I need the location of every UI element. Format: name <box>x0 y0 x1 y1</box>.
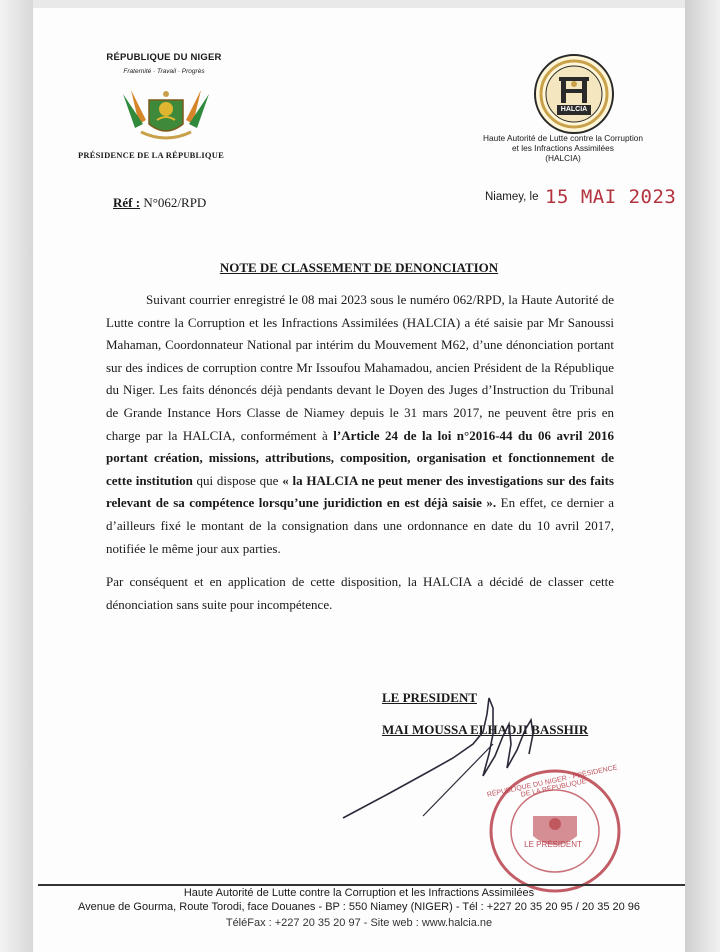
halcia-logo-text: HALCIA <box>560 106 588 113</box>
paragraph-1-part3: En effet, ce dernier a d’ailleurs fixé le montant de la consignation dans une ordonnance en date du 10 avril 2017, notifiée le même jour aux parties. <box>106 495 614 556</box>
paragraph-2: Par conséquent et en application de cette disposition, la HALCIA a décidé de classer cette dénonciation sans suite pour incompétence. <box>106 574 614 612</box>
signatory-name-text: MAI MOUSSA ELHADJI BASSHIR <box>382 722 589 737</box>
halcia-name-line3: (HALCIA) <box>545 153 581 163</box>
footer-contact: TéléFax : +227 20 35 20 97 - Site web : www.halcia.ne <box>225 917 493 929</box>
presidency-label: PRÉSIDENCE DE LA RÉPUBLIQUE <box>78 150 224 160</box>
paragraph-1-part2: qui dispose que <box>192 472 283 488</box>
document-body <box>106 289 614 616</box>
halcia-full-name <box>463 133 663 163</box>
scan-right-edge <box>685 0 720 952</box>
document-title-text: NOTE DE CLASSEMENT DE DENONCIATION <box>219 260 499 275</box>
seal-ring-text: RÉPUBLIQUE DU NIGER · PRÉSIDENCE DE LA RÉPUBLIQUE <box>486 764 619 799</box>
signatory-role-text: LE PRESIDENT <box>382 690 477 705</box>
paragraph-1 <box>106 289 614 560</box>
niger-coat-of-arms-icon <box>101 80 231 150</box>
scan-left-edge <box>0 0 33 952</box>
seal-center-text: LE PRÉSIDENT <box>524 840 582 849</box>
footer-org-name: Haute Autorité de Lutte contre la Corruption et les Infractions Assimilées <box>183 887 535 899</box>
reference-label: Réf : <box>113 195 141 210</box>
document-page <box>33 8 685 952</box>
date-stamp: 15 MAI 2023 <box>545 186 677 208</box>
paragraph-1-article-ref: l’Article 24 de la loi n°2016-44 du 06 avril 2016 portant création, missions, attributions, composition, organisation et fonctionnement de cette institution <box>106 427 614 488</box>
country-name: RÉPUBLIQUE DU NIGER <box>106 52 222 63</box>
document-title <box>33 260 685 276</box>
halcia-logo-icon <box>533 53 615 135</box>
paragraph-1-quote: « la HALCIA ne peut mener des investigations sur des faits relevant de sa compétence lorsqu’une juridiction en est déjà saisie ». <box>106 472 614 511</box>
date-city: Niamey, le <box>485 191 539 203</box>
national-motto: Fraternité · Travail · Progrès <box>123 68 205 75</box>
reference-line <box>113 195 206 211</box>
footer-address: Avenue de Gourma, Route Torodi, face Douanes - BP : 550 Niamey (NIGER) - Tél : +227 20 35 20 95 / 20 35 20 96 <box>77 901 641 913</box>
halcia-name-line1: Haute Autorité de Lutte contre la Corruption <box>482 133 644 143</box>
paragraph-1-part1: Suivant courrier enregistré le 08 mai 2023 sous le numéro 062/RPD, la Haute Autorité de Lutte contre la Corruption et les Infractions Assimilées (HALCIA) a été saisie par Mr Sanoussi Mahaman, Coordonnateur National par intérim du Mouvement M62, d’une dénonciation portant sur des indices de corruption contre Mr Issoufou Mahamadou, ancien Président de la République du Niger. Les faits dénoncés déjà pendants devant le Doyen des Juges d’Instruction du Tribunal de Grande Instance Hors Classe de Niamey depuis le 31 mars 2017, ne peuvent être pris en charge par la HALCIA, conformément à <box>106 292 614 443</box>
reference-number: N°062/RPD <box>143 195 207 210</box>
halcia-name-line2: et les Infractions Assimilées <box>512 143 614 153</box>
footer-divider <box>38 884 685 886</box>
